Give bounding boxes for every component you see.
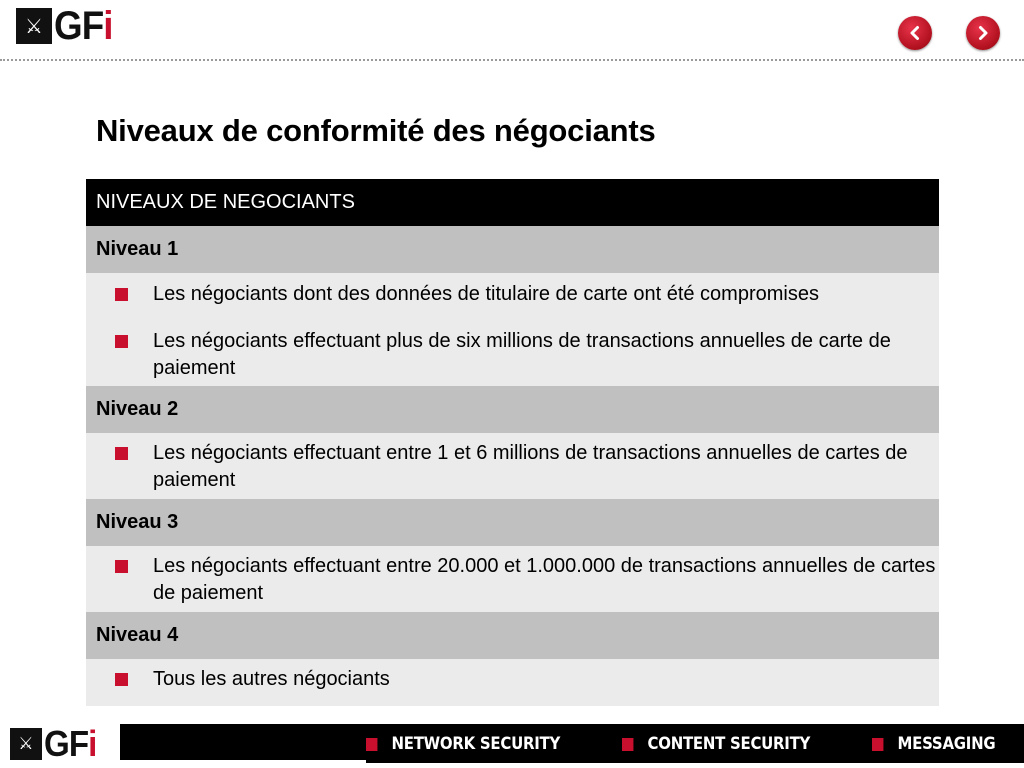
level-2-items [86,433,939,499]
footer-content-security: CONTENT SECURITY [622,734,810,754]
bullet-icon [115,447,128,460]
chevron-right-icon [974,24,992,42]
level-3-items [86,546,939,612]
gfi-logo-text: GFi [54,4,113,48]
level-3-row: Niveau 3 [86,499,939,546]
bullet-icon [366,738,377,751]
list-item [115,440,939,494]
level-4-items [86,659,939,706]
bullet-icon [622,738,633,751]
list-item-text: Tous les autres négociants [153,668,390,690]
footer-gfi-logo [10,723,101,764]
next-slide-button[interactable] [966,16,1000,50]
gfi-logo-mark: ⚔ [16,8,52,44]
gfi-logo-text: GFi [44,723,97,764]
chevron-left-icon [906,24,924,42]
bullet-icon [115,335,128,348]
bullet-icon [872,738,883,751]
gfi-logo [16,4,118,48]
level-4-row: Niveau 4 [86,612,939,659]
level-1-items [86,273,939,386]
table-header: NIVEAUX DE NEGOCIANTS [86,179,939,226]
footer-network-security: NETWORK SECURITY [366,734,560,754]
list-item-text: Les négociants effectuant entre 20.000 et 1.000.000 de transactions annuelles de cartes de paiement [153,555,936,604]
bullet-icon [115,288,128,301]
page-title: Niveaux de conformité des négociants [96,113,656,148]
bullet-icon [115,560,128,573]
list-item-text: Les négociants dont des données de titulaire de carte ont été compromises [153,283,819,305]
gfi-logo-mark: ⚔ [10,728,42,760]
header-divider [0,59,1024,61]
list-item-text: Les négociants effectuant entre 1 et 6 millions de transactions annuelles de cartes de paiement [153,442,908,491]
footer-messaging: MESSAGING [872,734,995,754]
list-item [115,666,939,693]
list-item [115,281,939,308]
list-item [115,553,939,607]
previous-slide-button[interactable] [898,16,932,50]
footer-underline [120,760,366,763]
list-item [115,328,939,382]
level-1-row: Niveau 1 [86,226,939,273]
footer-bar [120,724,1024,763]
list-item-text: Les négociants effectuant plus de six millions de transactions annuelles de carte de paiement [153,330,891,379]
merchant-levels-table [86,179,939,706]
level-2-row: Niveau 2 [86,386,939,433]
bullet-icon [115,673,128,686]
